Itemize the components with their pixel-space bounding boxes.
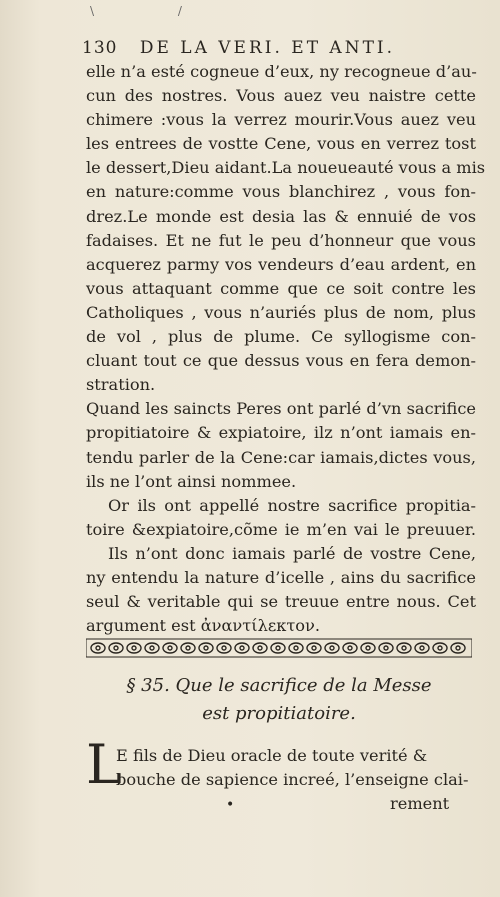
ornament-dot (150, 646, 154, 650)
ornament-dot (366, 646, 370, 650)
text-line: acquerez parmy vos vendeurs d’eau ardent, en (86, 254, 476, 274)
section-heading (86, 672, 472, 728)
text-line: Catholiques , vous n’auriés plus de nom, plus (86, 302, 476, 322)
page-number: 130 (82, 38, 118, 58)
text-line: de vol , plus de plume. Ce syllogisme con- (86, 327, 476, 347)
ornament-motif (253, 643, 267, 653)
ornament-motif (343, 643, 357, 653)
text-line: chimere :vous la verrez mourir.Vous auez veu (86, 110, 476, 130)
ornament-dot (294, 646, 298, 650)
text-line: cluant tout ce que dessus vous en fera demon- (86, 351, 476, 371)
corner-marks (90, 4, 262, 18)
ornament-motif (145, 643, 159, 653)
ornament-dot (204, 646, 208, 650)
text-line: stration. (86, 375, 156, 395)
ornament-dot (168, 646, 172, 650)
decorative-ornament-band (86, 637, 472, 659)
ornament-dot (96, 646, 100, 650)
text-line: Or ils ont appellé nostre sacrifice propitia- (108, 495, 476, 515)
text-line: cun des nostres. Vous auez veu naistre cette (86, 86, 476, 106)
ornament-dot (402, 646, 406, 650)
running-title: DE LA VERI. ET ANTI. (139, 38, 396, 58)
ornament-motif (109, 643, 123, 653)
ornament-motif (181, 643, 195, 653)
running-header (82, 38, 472, 58)
ornament-dot (384, 646, 388, 650)
ornament-motif (379, 643, 393, 653)
ornament-motif (325, 643, 339, 653)
ornament-motif (361, 643, 375, 653)
ornament-dot (438, 646, 442, 650)
ornament-motif (307, 643, 321, 653)
ornament-dot (222, 646, 226, 650)
ornament-dot (258, 646, 262, 650)
text-line: drez.Le monde est desia las & ennuié de vos (86, 206, 476, 226)
section-heading-line: est propitiatoire. (202, 703, 356, 724)
ornament-dot (420, 646, 424, 650)
ornament-dot (348, 646, 352, 650)
text-line: vous attaquant comme que ce soit contre les (86, 278, 476, 298)
text-line: propitiatoire & expiatoire, ilz n’ont iamais en- (86, 423, 476, 443)
ornament-dot (276, 646, 280, 650)
corner-mark: \ (90, 4, 95, 18)
ornament-motif (433, 643, 447, 653)
ornament-motif (289, 643, 303, 653)
body-text (86, 60, 486, 638)
text-line: E fils de Dieu oracle de toute verité & (116, 746, 428, 765)
ornament-motif (91, 643, 105, 653)
drop-cap-initial: L (86, 733, 122, 796)
text-line: toire &expiatoire,cõme ie m’en vai le preuuer. (86, 519, 476, 539)
ornament-dot (330, 646, 334, 650)
ornament-dot (186, 646, 190, 650)
ornament-motif (217, 643, 231, 653)
signature-dot: • (226, 797, 235, 813)
ornament-motif (397, 643, 411, 653)
text-line: les entrees de vostte Cene, vous en verrez tost (86, 134, 476, 154)
ornament-motif (415, 643, 429, 653)
text-line: elle n’a esté cogneue d’eux, ny recogneue d’au- (86, 62, 477, 81)
text-line: bouche de sapience increé, l’enseigne clai- (116, 770, 469, 789)
ornament-motif (271, 643, 285, 653)
ornament-motif (163, 643, 177, 653)
text-line: argument est ἀναντίλεκτον. (86, 616, 321, 636)
text-line: Ils n’ont donc iamais parlé de vostre Cene, (108, 543, 476, 563)
corner-mark: / (177, 4, 182, 18)
text-line: Quand les saincts Peres ont parlé d’vn sacrifice (86, 399, 476, 419)
ornament-dot (240, 646, 244, 650)
text-line: ils ne l’ont ainsi nommee. (86, 471, 297, 491)
text-line: seul & veritable qui se treuue entre nous. Cet (86, 592, 476, 612)
ornament-dot (312, 646, 316, 650)
ornament-dot (132, 646, 136, 650)
ornament-motif (235, 643, 249, 653)
ornament-motif (451, 643, 465, 653)
section-heading-line: § 35. Que le sacrifice de la Messe (126, 675, 432, 696)
ornament-pattern (86, 637, 472, 659)
ornament-motif (127, 643, 141, 653)
ornament-dot (114, 646, 118, 650)
text-line: tendu parler de la Cene:car iamais,dictes vous, (86, 447, 476, 467)
text-line: ny entendu la nature d’icelle , ains du sacrifice (86, 567, 476, 587)
text-line: en nature:comme vous blanchirez , vous fon- (86, 182, 476, 202)
text-line: fadaises. Et ne fut le peu d’honneur que vous (86, 230, 476, 250)
ornament-motif (199, 643, 213, 653)
ornament-dot (456, 646, 460, 650)
catchword: rement (390, 794, 450, 813)
text-line: le dessert,Dieu aidant.La noueueauté vous a mis (86, 158, 486, 178)
